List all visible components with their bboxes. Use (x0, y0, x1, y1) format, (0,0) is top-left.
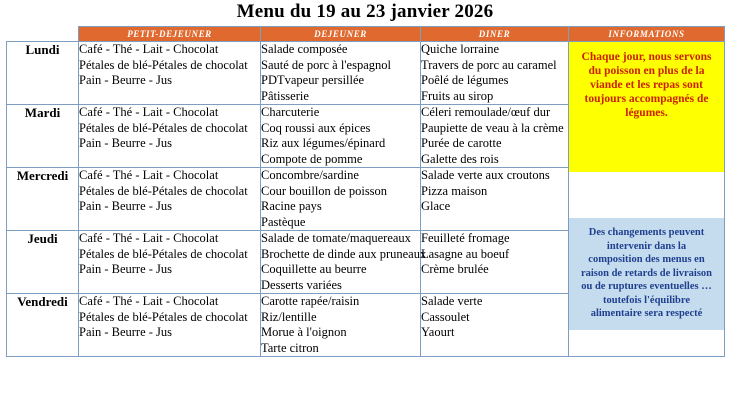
list-item: Pizza maison (421, 183, 488, 198)
list-item: Pétales de blé-Pétales de chocolat (79, 57, 248, 72)
list-item: Cour bouillon de poisson (261, 183, 388, 198)
list-item: Lasagne au boeuf (421, 246, 510, 261)
list-item: Café - Thé - Lait - Chocolat (79, 42, 219, 56)
list-item: Pâtisserie (261, 88, 309, 103)
list-item: Pétales de blé-Pétales de chocolat (79, 183, 248, 198)
list-item: Salade verte aux croutons (421, 168, 550, 182)
list-item: Concombre/sardine (261, 168, 359, 182)
note-yellow: Chaque jour, nous servons du poisson en plus de la viande et les repas sont toujours accompagnés de légumes. (569, 42, 724, 172)
table-header-lunch: DEJEUNER (261, 27, 421, 42)
list-item: Café - Thé - Lait - Chocolat (79, 294, 219, 308)
lunch-cell (261, 231, 427, 294)
list-item: Paupiette de veau à la crème (421, 120, 564, 135)
list-item: Pain - Beurre - Jus (79, 262, 173, 276)
breakfast-cell (79, 231, 261, 294)
table-header-info: INFORMATIONS (569, 27, 725, 42)
table-header-dinner: DINER (421, 27, 569, 42)
list-item: Céleri remoulade/œuf dur (421, 105, 551, 119)
dinner-cell (421, 231, 569, 294)
day-label: Lundi (7, 42, 79, 105)
list-item: Charcuterie (261, 105, 320, 119)
list-item: Quiche lorraine (421, 42, 500, 56)
lunch-cell (261, 294, 421, 357)
dinner-cell (421, 42, 569, 105)
list-item: Racine pays (261, 199, 322, 213)
list-item: Pétales de blé-Pétales de chocolat (79, 246, 248, 261)
list-item: Fruits au sirop (421, 88, 494, 103)
list-item: PDTvapeur persillée (261, 73, 365, 87)
note-blue: Des changements peuvent intervenir dans la composition des menus en raison de retards de livraison ou de ruptures eventuelles … toutefois l'équilibre alimentaire sera respecté (569, 218, 724, 330)
day-label: Vendredi (7, 294, 79, 357)
list-item: Salade de tomate/maquereaux (261, 231, 411, 245)
info-spacer (569, 172, 724, 218)
table-body (7, 42, 725, 357)
list-item: Riz/lentille (261, 309, 317, 324)
breakfast-cell (79, 42, 261, 105)
table-header-day (7, 27, 79, 42)
list-item: Tarte citron (261, 340, 319, 355)
list-item: Pétales de blé-Pétales de chocolat (79, 120, 248, 135)
breakfast-cell (79, 105, 261, 168)
list-item: Purée de carotte (421, 136, 502, 150)
list-item: Sauté de porc à l'espagnol (261, 57, 391, 72)
dinner-cell (421, 294, 569, 357)
list-item: Pain - Beurre - Jus (79, 199, 173, 213)
list-item: Riz aux légumes/épinard (261, 136, 386, 150)
list-item: Morue à l'oignon (261, 325, 347, 339)
list-item: Café - Thé - Lait - Chocolat (79, 231, 219, 245)
menu-table (6, 26, 725, 357)
list-item: Compote de pomme (261, 151, 363, 166)
list-item: Cassoulet (421, 309, 470, 324)
breakfast-cell (79, 294, 261, 357)
dinner-cell (421, 168, 569, 231)
list-item: Café - Thé - Lait - Chocolat (79, 168, 219, 182)
list-item: Pétales de blé-Pétales de chocolat (79, 309, 248, 324)
page-title: Menu du 19 au 23 janvier 2026 (236, 1, 494, 22)
breakfast-cell (79, 168, 261, 231)
list-item: Brochette de dinde aux pruneaux (261, 246, 427, 261)
lunch-cell (261, 168, 421, 231)
list-item: Poêlé de légumes (421, 73, 509, 87)
lunch-cell (261, 42, 421, 105)
list-item: Salade verte (421, 294, 483, 308)
list-item: Feuilleté fromage (421, 231, 510, 245)
list-item: Pain - Beurre - Jus (79, 73, 173, 87)
list-item: Travers de porc au caramel (421, 57, 557, 72)
day-label: Jeudi (7, 231, 79, 294)
list-item: Coquillette au beurre (261, 262, 367, 276)
list-item: Desserts variées (261, 277, 342, 292)
day-label: Mardi (7, 105, 79, 168)
list-item: Café - Thé - Lait - Chocolat (79, 105, 219, 119)
lunch-cell (261, 105, 421, 168)
list-item: Pain - Beurre - Jus (79, 136, 173, 150)
list-item: Galette des rois (421, 151, 499, 166)
day-label: Mercredi (7, 168, 79, 231)
list-item: Glace (421, 199, 451, 213)
list-item: Carotte rapée/raisin (261, 294, 360, 308)
info-cell (569, 42, 725, 357)
list-item: Salade composée (261, 42, 348, 56)
list-item: Crème brulée (421, 262, 489, 276)
list-item: Pastèque (261, 214, 306, 229)
dinner-cell (421, 105, 569, 168)
list-item: Pain - Beurre - Jus (79, 325, 173, 339)
table-header (7, 27, 725, 42)
table-row (7, 42, 725, 105)
table-header-breakfast: PETIT-DEJEUNER (79, 27, 261, 42)
list-item: Coq roussi aux épices (261, 120, 371, 135)
list-item: Yaourt (421, 325, 455, 339)
